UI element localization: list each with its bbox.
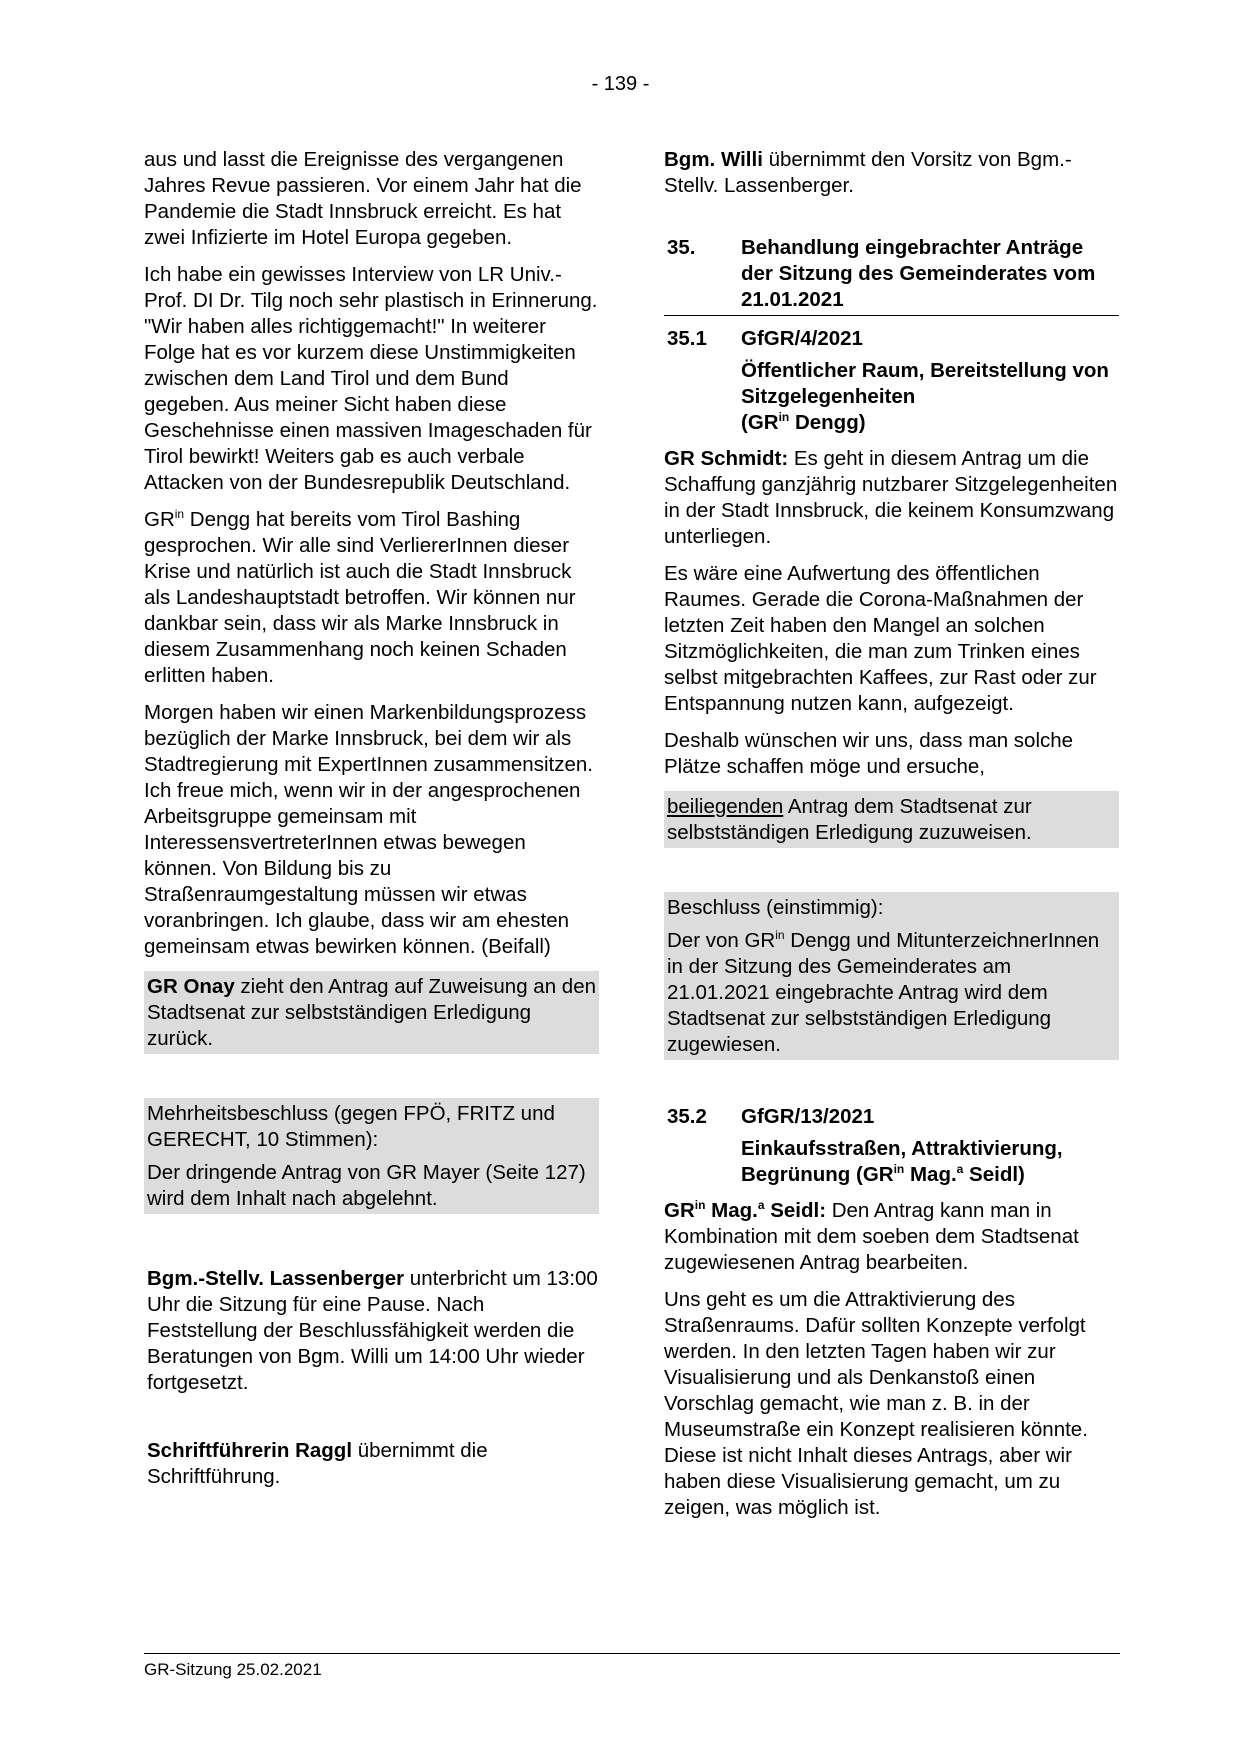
session-note: Schriftführerin Raggl übernimmt die Schriftführung. bbox=[147, 1439, 488, 1488]
motion-withdrawal-box: GR Onay zieht den Antrag auf Zuweisung an den Stadtsenat zur selbstständigen Erledigung zurück. bbox=[144, 971, 599, 1054]
motion-box: beiliegenden Antrag dem Stadtsenat zur selbstständigen Erledigung zuzuweisen. bbox=[664, 791, 1119, 848]
item-number: 35. bbox=[667, 236, 696, 259]
item-code: GfGR/13/2021 bbox=[741, 1105, 875, 1128]
item-subject: Einkaufsstraßen, Attraktivierung, Begrünung ($GR^{in}$ Mag.$^a$ Seidl) bbox=[741, 1137, 1063, 1186]
resolution-box bbox=[664, 892, 1119, 1060]
item-number: 35.1 bbox=[667, 327, 707, 350]
agenda-item-35-1 bbox=[664, 326, 1119, 352]
paragraph: Deshalb wünschen wir uns, dass man solche Plätze schaffen möge und ersuche, bbox=[664, 729, 1074, 778]
right-column bbox=[664, 147, 1119, 1532]
paragraph: Es wäre eine Aufwertung des öffentlichen Raumes. Gerade die Corona-Maßnahmen der letzten Zeit haben den Mangel an solchen Sitzmöglichkeiten, die man zum Trinken eines selbst mitgebrachten Kaffees, zur Rast oder zur Entspannung nutzen kann, aufgezeigt. bbox=[664, 562, 1097, 715]
resolution-text: Der dringende Antrag von GR Mayer (Seite 127) wird dem Inhalt nach abgelehnt. bbox=[147, 1161, 586, 1210]
page-footer: GR-Sitzung 25.02.2021 bbox=[144, 1653, 1120, 1680]
paragraph: aus und lasst die Ereignisse des vergangenen Jahres Revue passieren. Vor einem Jahr hat die Pandemie die Stadt Innsbruck erreicht. Es hat zwei Infizierte im Hotel Europa gegeben. bbox=[144, 148, 582, 249]
paragraph: $GR^{in}$ Dengg hat bereits vom Tirol Bashing gesprochen. Wir alle sind VerliererInnen dieser Krise und natürlich ist auch die Stadt Innsbruck als Landeshauptstadt betroffen. Wir können nur dankbar sein, dass wir als Marke Innsbruck in diesem Zusammenhang noch keinen Schaden erlitten haben. bbox=[144, 507, 576, 687]
resolution-box bbox=[144, 1098, 599, 1214]
item-title: Behandlung eingebrachter Anträge der Sitzung des Gemeinderates vom 21.01.2021 bbox=[741, 236, 1096, 311]
agenda-item-35 bbox=[664, 235, 1119, 316]
item-number: 35.2 bbox=[667, 1105, 707, 1128]
paragraph: Uns geht es um die Attraktivierung des Straßenraums. Dafür sollten Konzepte verfolgt werden. In den letzten Tagen haben wir zur Visualisierung und als Denkanstoß einen Vorschlag gemacht, wie man z. B. in der Museumstraße ein Konzept realisieren könnte. Diese ist nicht Inhalt dieses Antrags, aber wir haben diese Visualisierung gemacht, um zu zeigen, was möglich ist. bbox=[664, 1288, 1088, 1519]
speaker-name: GR Onay bbox=[147, 975, 235, 998]
agenda-item-35-2 bbox=[664, 1104, 1119, 1130]
item-code: GfGR/4/2021 bbox=[741, 327, 863, 350]
paragraph: $GR^{in}$ Mag.$^a$ Seidl: Den Antrag kann man in Kombination mit dem soeben dem Stadtsenat zugewiesenen Antrag bearbeiten. bbox=[664, 1198, 1079, 1274]
left-column bbox=[144, 147, 599, 1501]
resolution-text: Der von $GR^{in}$ Dengg und MitunterzeichnerInnen in der Sitzung des Gemeinderates am 21.01.2021 eingebrachte Antrag wird dem Stadtsenat zur selbstständigen Erledigung zugewiesen. bbox=[667, 928, 1100, 1056]
chair-note: Bgm. Willi übernimmt den Vorsitz von Bgm.-Stellv. Lassenberger. bbox=[664, 148, 1072, 197]
session-note: Bgm.-Stellv. Lassenberger unterbricht um 13:00 Uhr die Sitzung für eine Pause. Nach Feststellung der Beschlussfähigkeit werden die Beratungen von Bgm. Willi um 14:00 Uhr wieder fortgesetzt. bbox=[147, 1267, 598, 1394]
resolution-heading: Mehrheitsbeschluss (gegen FPÖ, FRITZ und GERECHT, 10 Stimmen): bbox=[147, 1102, 555, 1151]
resolution-heading: Beschluss (einstimmig): bbox=[667, 896, 884, 919]
paragraph: Morgen haben wir einen Markenbildungsprozess bezüglich der Marke Innsbruck, bei dem wir als Stadtregierung mit ExpertInnen zusammensitzen. Ich freue mich, wenn wir in der angesprochenen Arbeitsgruppe gemeinsam mit InteressensvertreterInnen etwas bewegen können. Von Bildung bis zu Straßenraumgestaltung müssen wir etwas voranbringen. Ich glaube, dass wir am ehesten gemeinsam etwas bewirken können. (Beifall) bbox=[144, 701, 593, 958]
page-number: - 139 - bbox=[591, 73, 650, 95]
item-subject: Öffentlicher Raum, Bereitstellung von Sitzgelegenheiten ($GR^{in}$ Dengg) bbox=[741, 359, 1109, 434]
paragraph: GR Schmidt: Es geht in diesem Antrag um die Schaffung ganzjährig nutzbarer Sitzgelegenheiten in der Stadt Innsbruck, die keinem Konsumzwang unterliegen. bbox=[664, 447, 1118, 548]
paragraph: Ich habe ein gewisses Interview von LR Univ.-Prof. DI Dr. Tilg noch sehr plastisch in Erinnerung. "Wir haben alles richtiggemacht!" In weiterer Folge hat es vor kurzem diese Unstimmigkeiten zwischen dem Land Tirol und dem Bund gegeben. Aus meiner Sicht haben diese Geschehnisse einen massiven Imageschaden für Tirol bewirkt! Weiters gab es auch verbale Attacken von der Bundesrepublik Deutschland. bbox=[144, 263, 598, 494]
